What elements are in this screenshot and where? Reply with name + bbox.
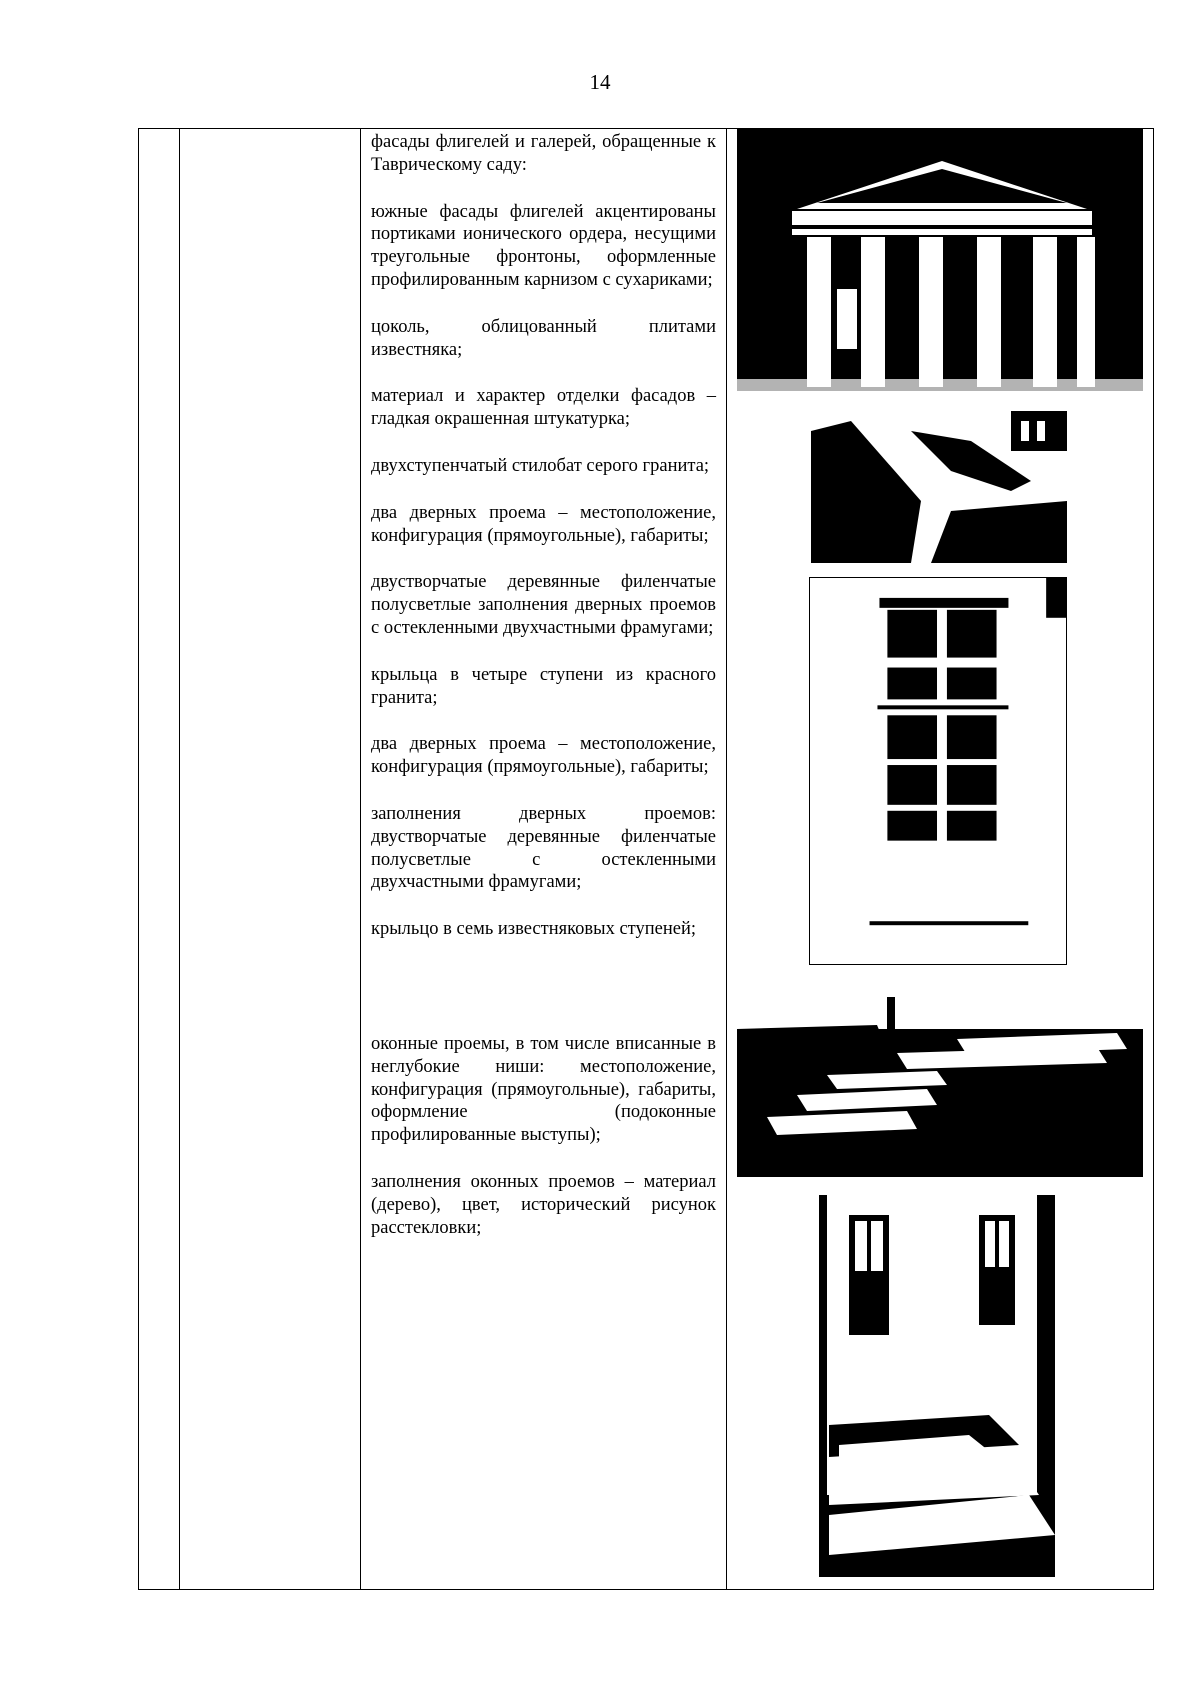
name-cell [180,129,361,1590]
feature-item: крыльца в четыре ступени из красного гранита; [371,664,716,708]
feature-item: двухступенчатый стилобат серого гранита; [371,455,710,476]
number-cell [139,129,180,1590]
feature-item: два дверных проема – местоположение, конфигурация (прямоугольные), габариты; [371,502,716,546]
feature-item: два дверных проема – местоположение, конфигурация (прямоугольные), габариты; [371,734,716,778]
feature-item: материал и характер отделки фасадов – гладкая окрашенная штукатурка; [371,386,716,430]
feature-item: двустворчатые деревянные филенчатые полусветлые заполнения дверных проемов с остекленными двухчастными фрамугами; [371,572,716,638]
photos-cell [727,129,1154,1590]
portico-photo [737,129,1143,391]
feature-item: южные фасады флигелей акцентированы портиками ионического ордера, несущими треугольные фронтоны, оформленные профилированным карнизом с сухариками; [371,201,716,290]
door-photo [809,577,1067,965]
windows-photo [819,1195,1055,1577]
page-number: 14 [589,70,611,94]
feature-item: заполнения оконных проемов – материал (дерево), цвет, исторический рисунок расстекловки; [371,1171,716,1238]
feature-item: цоколь, облицованный плитами известняка; [371,316,716,360]
features-table [138,128,1154,1590]
features-cell [361,129,727,1590]
feature-item: заполнения дверных проемов: двустворчатые деревянные филенчатые полусветлые с остекленными двухчастными фрамугами; [371,803,716,893]
feature-item: крыльцо в семь известняковых ступеней; [371,919,697,940]
feature-item: фасады флигелей и галерей, обращенные к Таврическому саду: [371,132,716,175]
feature-item: оконные проемы, в том числе вписанные в неглубокие ниши: местоположение, конфигурация (прямоугольные), габариты, оформление (подоконные профилированные выступы); [371,1033,716,1146]
table-row [139,129,1154,1590]
stylobate-photo [811,411,1067,563]
steps-photo [737,989,1143,1177]
